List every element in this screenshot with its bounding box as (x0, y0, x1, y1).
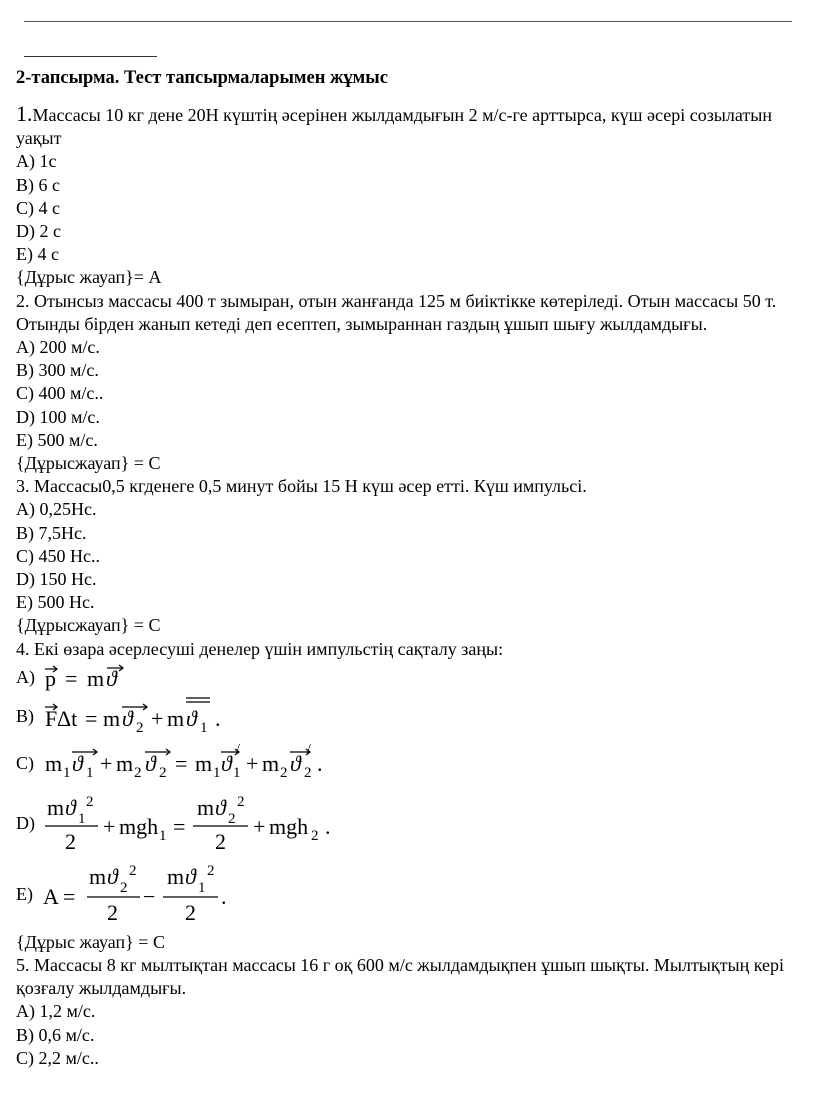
svg-text:−: − (143, 883, 156, 909)
svg-text:mgh: mgh (269, 813, 309, 839)
svg-text:2: 2 (228, 810, 236, 827)
question-4-text: 4. Екі өзара әсерлесуші денелер үшін импульстің сақталу заңы: (16, 638, 504, 659)
svg-text:m: m (45, 750, 63, 776)
q2-option-e: E) 500 м/с. (16, 429, 98, 450)
question-1-number: 1. (16, 101, 33, 126)
formula-e (43, 862, 263, 928)
svg-text:2: 2 (311, 827, 319, 844)
svg-text:2: 2 (120, 879, 128, 896)
q1-option-d: D) 2 с (16, 221, 61, 242)
svg-text:m: m (116, 750, 134, 776)
q4-option-a (16, 661, 806, 695)
svg-text:m: m (89, 863, 107, 889)
svg-text:ϑ: ϑ (221, 750, 232, 776)
q1-option-c: C) 4 с (16, 197, 60, 218)
svg-text:F: F (45, 705, 58, 731)
top-rule (24, 21, 792, 22)
formula-a (43, 661, 163, 695)
svg-text:/: / (307, 741, 311, 757)
svg-text:2: 2 (215, 828, 226, 854)
q5-option-c: C) 2,2 м/с.. (16, 1047, 99, 1068)
svg-text:mgh: mgh (119, 813, 159, 839)
svg-text:m: m (195, 750, 213, 776)
svg-text:+: + (253, 813, 266, 839)
svg-text:2: 2 (136, 719, 144, 736)
formula-c (43, 739, 363, 789)
svg-text:ϑ: ϑ (122, 705, 133, 731)
formula-a-eq: = (65, 665, 78, 691)
svg-text:2: 2 (207, 862, 215, 879)
formula-a-v: ϑ (106, 665, 117, 691)
q5-option-a: A) 1,2 м/с. (16, 1001, 96, 1022)
svg-text:2: 2 (65, 828, 76, 854)
svg-text:2: 2 (185, 899, 196, 925)
q2-answer: {Дұрысжауап} = C (16, 453, 161, 474)
svg-text:m: m (103, 705, 121, 731)
svg-text:/: / (236, 741, 240, 757)
svg-text:ϑ: ϑ (65, 794, 76, 820)
q2-option-a: A) 200 м/с. (16, 337, 100, 358)
question-5-text: 5. Массасы 8 кг мылтықтан массасы 16 г оқ 600 м/с жылдамдықпен ұшып шықты. Мылтықтың кері қозғалу жылдамдығы. (16, 955, 785, 999)
q4-option-b-label: B) (16, 706, 34, 727)
q4-option-e-label: E) (16, 884, 33, 905)
svg-text:.: . (215, 705, 221, 731)
svg-text:1: 1 (213, 764, 221, 781)
formula-a-p: p (45, 665, 56, 691)
svg-text:m: m (47, 794, 65, 820)
svg-text:2: 2 (280, 764, 288, 781)
svg-text:2: 2 (107, 899, 118, 925)
q4-answer: {Дұрыс жауап} = C (16, 931, 165, 952)
svg-text:1: 1 (78, 810, 86, 827)
task-heading: 2-тапсырма. Тест тапсырмаларымен жұмыс (16, 68, 388, 88)
footnote-rule (24, 56, 157, 57)
q1-answer: {Дұрыс жауап}= A (16, 267, 162, 288)
svg-text:2: 2 (304, 764, 312, 781)
q3-option-e: E) 500 Нс. (16, 592, 95, 613)
q3-option-c: C) 450 Нс.. (16, 545, 100, 566)
question-2-text: 2. Отынсыз массасы 400 т зымыран, отын жанғанда 125 м биіктікке көтеріледі. Отын массасы 50 т. Отынды бірден жанып кетеді деп есептеп, зымыраннан газдың ұшып шығу жылдамдығы. (16, 290, 777, 334)
svg-text:=: = (63, 883, 76, 909)
q3-option-a: A) 0,25Нс. (16, 499, 97, 520)
svg-text:ϑ: ϑ (185, 863, 196, 889)
svg-text:2: 2 (134, 764, 142, 781)
q2-option-c: C) 400 м/с.. (16, 383, 104, 404)
svg-text:+: + (246, 750, 259, 776)
svg-text:Δt: Δt (57, 705, 78, 731)
svg-text:2: 2 (129, 862, 137, 879)
svg-text:ϑ: ϑ (107, 863, 118, 889)
q3-option-d: D) 150 Нс. (16, 569, 97, 590)
q3-option-b: B) 7,5Нс. (16, 522, 87, 543)
q1-option-a: A) 1с (16, 151, 57, 172)
formula-d (43, 791, 363, 857)
svg-text:1: 1 (63, 764, 71, 781)
q4-option-c-label: C) (16, 753, 34, 774)
svg-text:ϑ: ϑ (186, 705, 197, 731)
question-1-body: Массасы 10 кг дене 20Н күштің әсерінен жылдамдығын 2 м/с-ге арттырса, күш әсері созылатын уақыт (16, 105, 772, 149)
svg-text:ϑ: ϑ (215, 794, 226, 820)
svg-text:A: A (43, 883, 59, 909)
svg-text:.: . (221, 883, 227, 909)
q2-option-d: D) 100 м/с. (16, 406, 100, 427)
question-3-text: 3. Массасы0,5 кгденеге 0,5 минут бойы 15 Н күш әсер етті. Күш импульсі. (16, 476, 587, 497)
question-1-text (16, 102, 806, 150)
q1-option-e: E) 4 с (16, 244, 59, 265)
svg-text:=: = (85, 705, 98, 731)
svg-text:m: m (167, 863, 185, 889)
q4-option-d-label: D) (16, 813, 35, 834)
q4-option-b (16, 695, 806, 739)
formula-b (43, 695, 243, 739)
svg-text:1: 1 (86, 764, 94, 781)
svg-text:+: + (151, 705, 164, 731)
svg-text:ϑ: ϑ (145, 750, 156, 776)
q2-option-b: B) 300 м/с. (16, 360, 99, 381)
q4-option-d (16, 789, 806, 859)
svg-text:=: = (173, 813, 186, 839)
svg-text:2: 2 (86, 793, 94, 810)
q5-option-b: B) 0,6 м/с. (16, 1024, 95, 1045)
svg-text:ϑ: ϑ (72, 750, 83, 776)
svg-text:.: . (317, 750, 323, 776)
q1-option-b: B) 6 с (16, 174, 60, 195)
svg-text:.: . (325, 813, 331, 839)
svg-text:1: 1 (200, 719, 208, 736)
svg-text:1: 1 (233, 764, 241, 781)
formula-a-m: m (87, 665, 105, 691)
svg-text:=: = (175, 750, 188, 776)
svg-text:ϑ: ϑ (290, 750, 301, 776)
svg-text:+: + (100, 750, 113, 776)
svg-text:1: 1 (159, 827, 167, 844)
svg-text:1: 1 (198, 879, 206, 896)
svg-text:+: + (103, 813, 116, 839)
svg-text:m: m (197, 794, 215, 820)
document-body (16, 66, 806, 1070)
q4-option-e (16, 859, 806, 931)
q3-answer: {Дұрысжауап} = C (16, 615, 161, 636)
q4-option-a-label: A) (16, 667, 35, 688)
q4-option-c (16, 739, 806, 789)
svg-text:2: 2 (159, 764, 167, 781)
svg-text:m: m (262, 750, 280, 776)
svg-text:m: m (167, 705, 185, 731)
svg-text:2: 2 (237, 793, 245, 810)
